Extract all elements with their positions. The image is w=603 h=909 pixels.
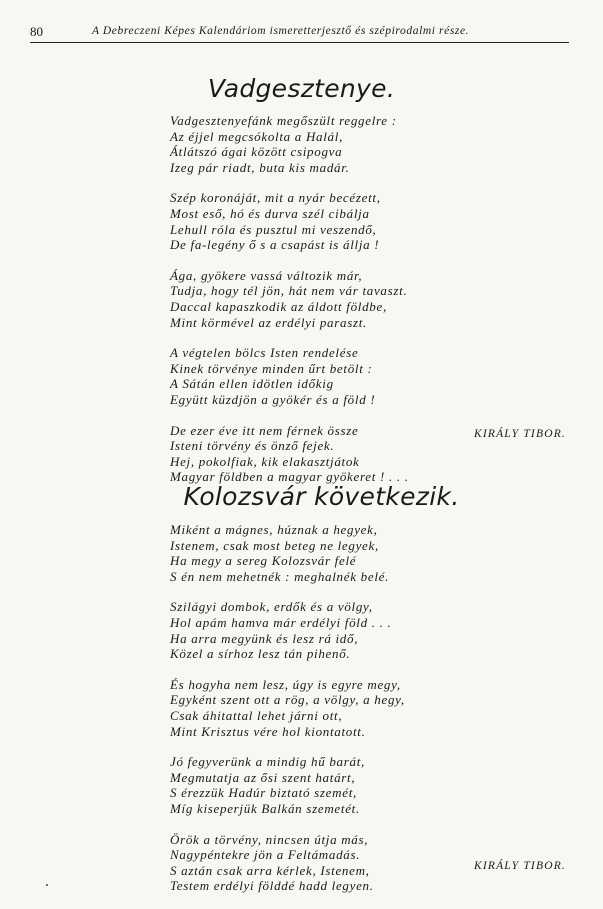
poem-2-title: Kolozsvár következik. (183, 482, 460, 511)
poem-1-body (170, 113, 409, 500)
poem-line: Együtt küzdjön a gyökér és a föld ! (170, 391, 376, 407)
stanza (170, 268, 409, 330)
poem-1-author: KIRÁLY TIBOR. (473, 428, 566, 440)
poem-line: S aztán csak arra kérlek, Istenem, (170, 862, 370, 878)
poem-line: Örök a törvény, nincsen útja más, (170, 831, 369, 847)
poem-line: Átlátszó ágai között csipogva (170, 144, 343, 160)
page-number: 80 (30, 24, 43, 39)
poem-line: Miként a mágnes, húznak a hegyek, (170, 522, 378, 537)
running-title: A Debreczeni Képes Kalendáriom ismeretterjesztő és szépirodalmi része. (92, 25, 470, 37)
poem-line: A Sátán ellen idötlen időkig (170, 376, 334, 392)
stanza (170, 522, 405, 584)
poem-line: De fa-legény ő s a csapást is állja ! (170, 237, 380, 253)
poem-line: Az éjjel megcsókolta a Halál, (170, 128, 344, 144)
stanza (170, 599, 405, 661)
poem-line: Megmutatja az ősi szent határt, (170, 769, 356, 785)
poem-line: Mint körmével az erdélyi paraszt. (170, 314, 368, 330)
poem-line: Tudja, hogy tél jön, hát nem vár tavaszt. (170, 283, 408, 299)
poem-2-author: KIRÁLY TIBOR. (473, 860, 566, 872)
poem-line: Míg kiseperjük Balkán szemetét. (170, 800, 360, 816)
poem-line: Csak áhitattal lehet járni ott, (170, 707, 343, 723)
poem-line: Egyként szent ott a rög, a völgy, a hegy, (170, 692, 405, 708)
poem-line: S érezzük Hadúr biztató szemét, (170, 785, 357, 801)
poem-line: Testem erdélyi földdé hadd legyen. (170, 878, 374, 894)
poem-line: Istenem, csak most beteg ne legyek, (170, 537, 379, 553)
stanza (170, 423, 409, 485)
poem-line: Isteni törvény és önző fejek. (170, 438, 335, 454)
poem-line: Hej, pokolfiak, kik elakasztjátok (170, 453, 360, 469)
ink-speck (46, 884, 48, 886)
poem-line: És hogyha nem lesz, úgy is egyre megy, (170, 676, 401, 692)
stanza (170, 832, 405, 894)
poem-line: Most eső, hó és durva szél cibálja (170, 205, 370, 221)
poem-line: Szép koronáját, mit a nyár becézett, (170, 190, 381, 206)
poem-line: Jó fegyverünk a mindig hű barát, (170, 754, 365, 770)
poem-line: Daccal kapaszkodik az áldott földbe, (170, 298, 387, 314)
poem-line: Magyar földben a magyar gyökeret ! . . . (170, 469, 409, 485)
poem-line: Szilágyi dombok, erdők és a völgy, (170, 599, 373, 615)
poem-1-title: Vadgesztenye. (207, 74, 396, 103)
poem-line: Hol apám hamva már erdélyi föld . . . (170, 614, 392, 630)
poem-line: Ha arra megyünk és lesz rá idő, (170, 630, 359, 646)
poem-line: De ezer éve itt nem férnek össze (170, 422, 359, 438)
poem-line: Mint Krisztus vére hol kiontatott. (170, 723, 366, 739)
stanza (170, 754, 405, 816)
poem-line: Közel a sírhoz lesz tán pihenő. (170, 646, 351, 662)
stanza (170, 345, 409, 407)
poem-2-body (170, 522, 405, 909)
poem-line: Nagypéntekre jön a Feltámadás. (170, 847, 361, 863)
poem-line: Vadgesztenyefánk megőszült reggelre : (170, 113, 397, 128)
stanza (170, 190, 409, 252)
poem-line: A végtelen bölcs Isten rendelése (170, 345, 359, 361)
poem-line: S én nem mehetnék : meghalnék belé. (170, 568, 390, 584)
poem-line: Lehull róla és pusztul mi veszendő, (170, 221, 377, 237)
poem-line: Kinek törvénye minden űrt betölt : (170, 360, 373, 376)
stanza (170, 677, 405, 739)
poem-line: Izeg pár riadt, buta kis madár. (170, 159, 350, 175)
poem-line: Ha megy a sereg Kolozsvár felé (170, 553, 357, 569)
stanza (170, 113, 409, 175)
poem-line: Ága, gyökere vassá változik már, (170, 267, 363, 283)
page-header (30, 24, 569, 43)
